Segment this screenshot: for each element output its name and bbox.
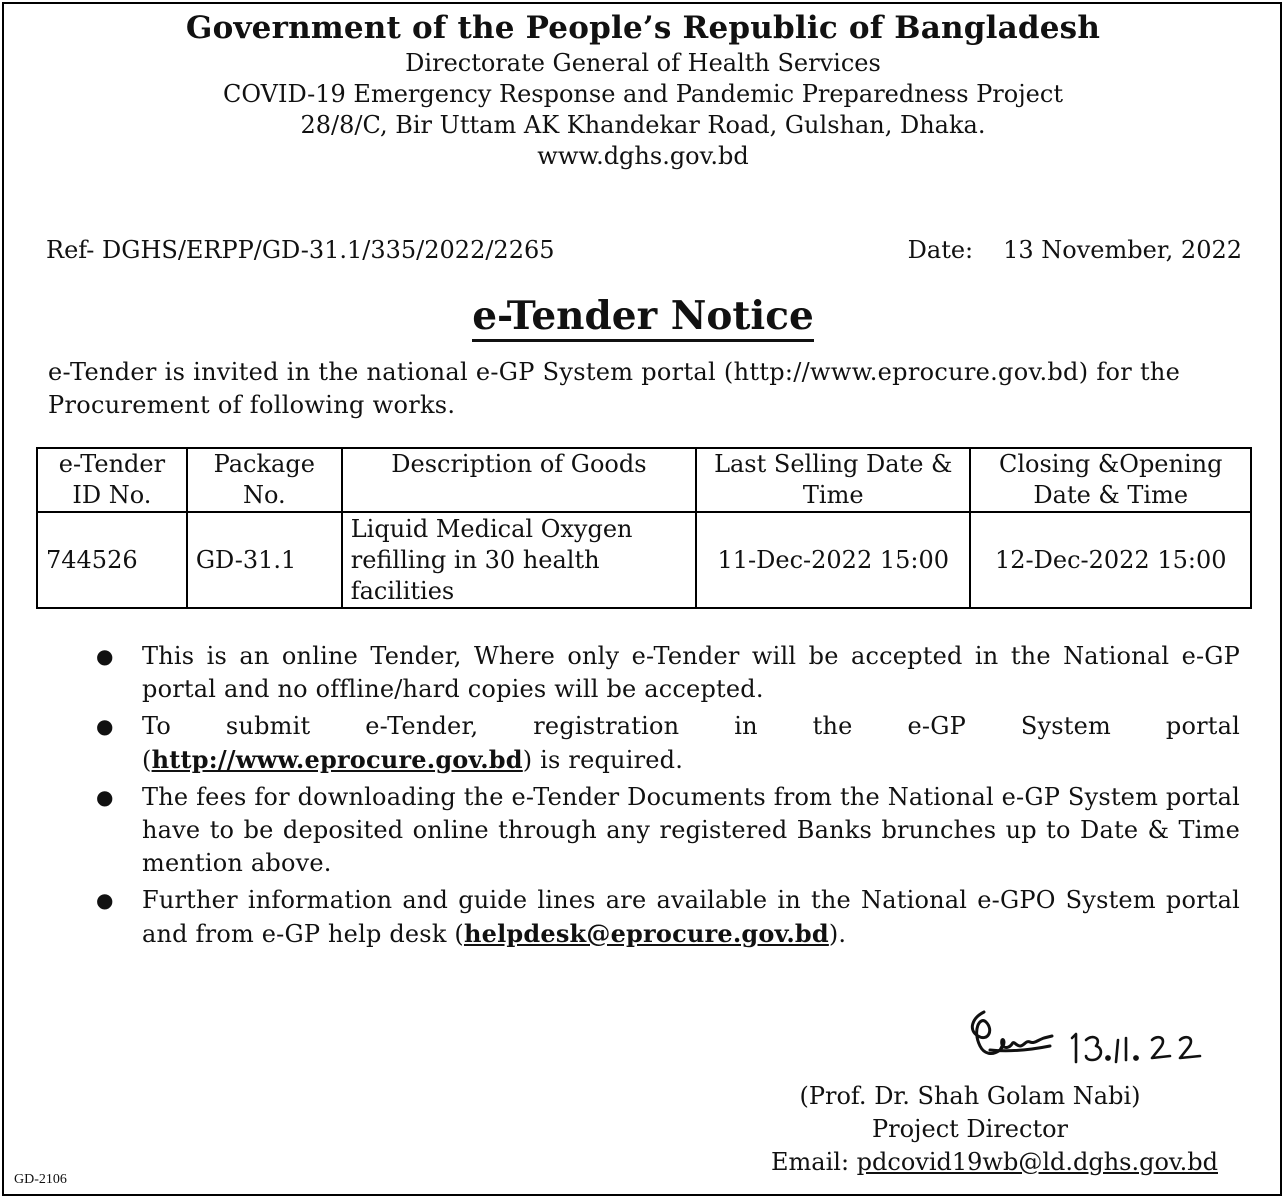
intro-paragraph: e-Tender is invited in the national e-GP System portal (http://www.eprocure.gov.bd) for the Procurement of following works. <box>48 358 1181 419</box>
header-closing-opening: Closing &Opening Date & Time <box>970 448 1251 512</box>
list-item <box>92 781 1240 880</box>
signature-icon <box>960 1000 1230 1080</box>
notice-title <box>0 291 1286 341</box>
cell-closing-opening: 12-Dec-2022 15:00 <box>970 512 1251 608</box>
condition-text: ). <box>828 920 847 948</box>
reference-line <box>46 234 1242 266</box>
list-item <box>92 884 1240 951</box>
cell-last-selling: 11-Dec-2022 15:00 <box>696 512 970 608</box>
cell-tender-id: 744526 <box>37 512 187 608</box>
cell-package: GD-31.1 <box>187 512 342 608</box>
signatory-email-line <box>720 1146 1220 1179</box>
header-tender-id: e-Tender ID No. <box>37 448 187 512</box>
directorate-name: Directorate General of Health Services <box>405 49 881 77</box>
signatory-email-link[interactable]: pdcovid19wb@ld.dghs.gov.bd <box>856 1148 1218 1176</box>
conditions-list <box>92 640 1240 955</box>
reference-number: Ref- DGHS/ERPP/GD-31.1/335/2022/2265 <box>46 236 555 264</box>
notice-date <box>908 234 1242 266</box>
date-label: Date: <box>907 236 974 264</box>
eprocure-link[interactable]: http://www.eprocure.gov.bd <box>151 745 523 774</box>
condition-text: To submit e-Tender, registration in the e-GP System portal ( <box>142 712 1240 774</box>
project-name: COVID-19 Emergency Response and Pandemic Preparedness Project <box>223 80 1063 108</box>
list-item <box>92 710 1240 777</box>
table-row <box>37 512 1251 608</box>
list-item <box>92 640 1240 706</box>
condition-text: The fees for downloading the e-Tender Documents from the National e-GP System portal have to be deposited online through any registered Banks brunches up to Date & Time mention above. <box>142 783 1240 877</box>
signature-block <box>720 1080 1220 1179</box>
bullet-icon: ● <box>96 888 114 912</box>
bullet-icon: ● <box>96 644 114 668</box>
cell-description: Liquid Medical Oxygen refilling in 30 health facilities <box>342 512 696 608</box>
bullet-icon: ● <box>96 785 114 809</box>
website[interactable]: www.dghs.gov.bd <box>537 142 749 170</box>
date-value: 13 November, 2022 <box>1003 236 1242 264</box>
table-header-row <box>37 448 1251 512</box>
signatory-name: (Prof. Dr. Shah Golam Nabi) <box>799 1082 1141 1110</box>
email-label: Email: <box>771 1148 857 1176</box>
notice-title-text: e-Tender Notice <box>472 293 814 342</box>
signatory-designation: Project Director <box>871 1115 1069 1143</box>
office-address: 28/8/C, Bir Uttam AK Khandekar Road, Gulshan, Dhaka. <box>300 111 986 139</box>
condition-text: This is an online Tender, Where only e-Tender will be accepted in the National e-GP portal and no offline/hard copies will be accepted. <box>142 642 1240 703</box>
header-description: Description of Goods <box>342 448 696 512</box>
tender-table <box>36 447 1252 609</box>
condition-text: ) is required. <box>522 746 684 774</box>
bullet-icon: ● <box>96 714 114 738</box>
gd-code: GD-2106 <box>14 1172 67 1187</box>
letterhead <box>0 8 1286 172</box>
government-title: Government of the People’s Republic of Bangladesh <box>185 10 1101 46</box>
condition-text: Further information and guide lines are available in the National e-GPO System portal and from e-GP help desk ( <box>142 886 1240 948</box>
header-package: Package No. <box>187 448 342 512</box>
header-last-selling: Last Selling Date & Time <box>696 448 970 512</box>
helpdesk-email-link[interactable]: helpdesk@eprocure.gov.bd <box>463 919 829 948</box>
